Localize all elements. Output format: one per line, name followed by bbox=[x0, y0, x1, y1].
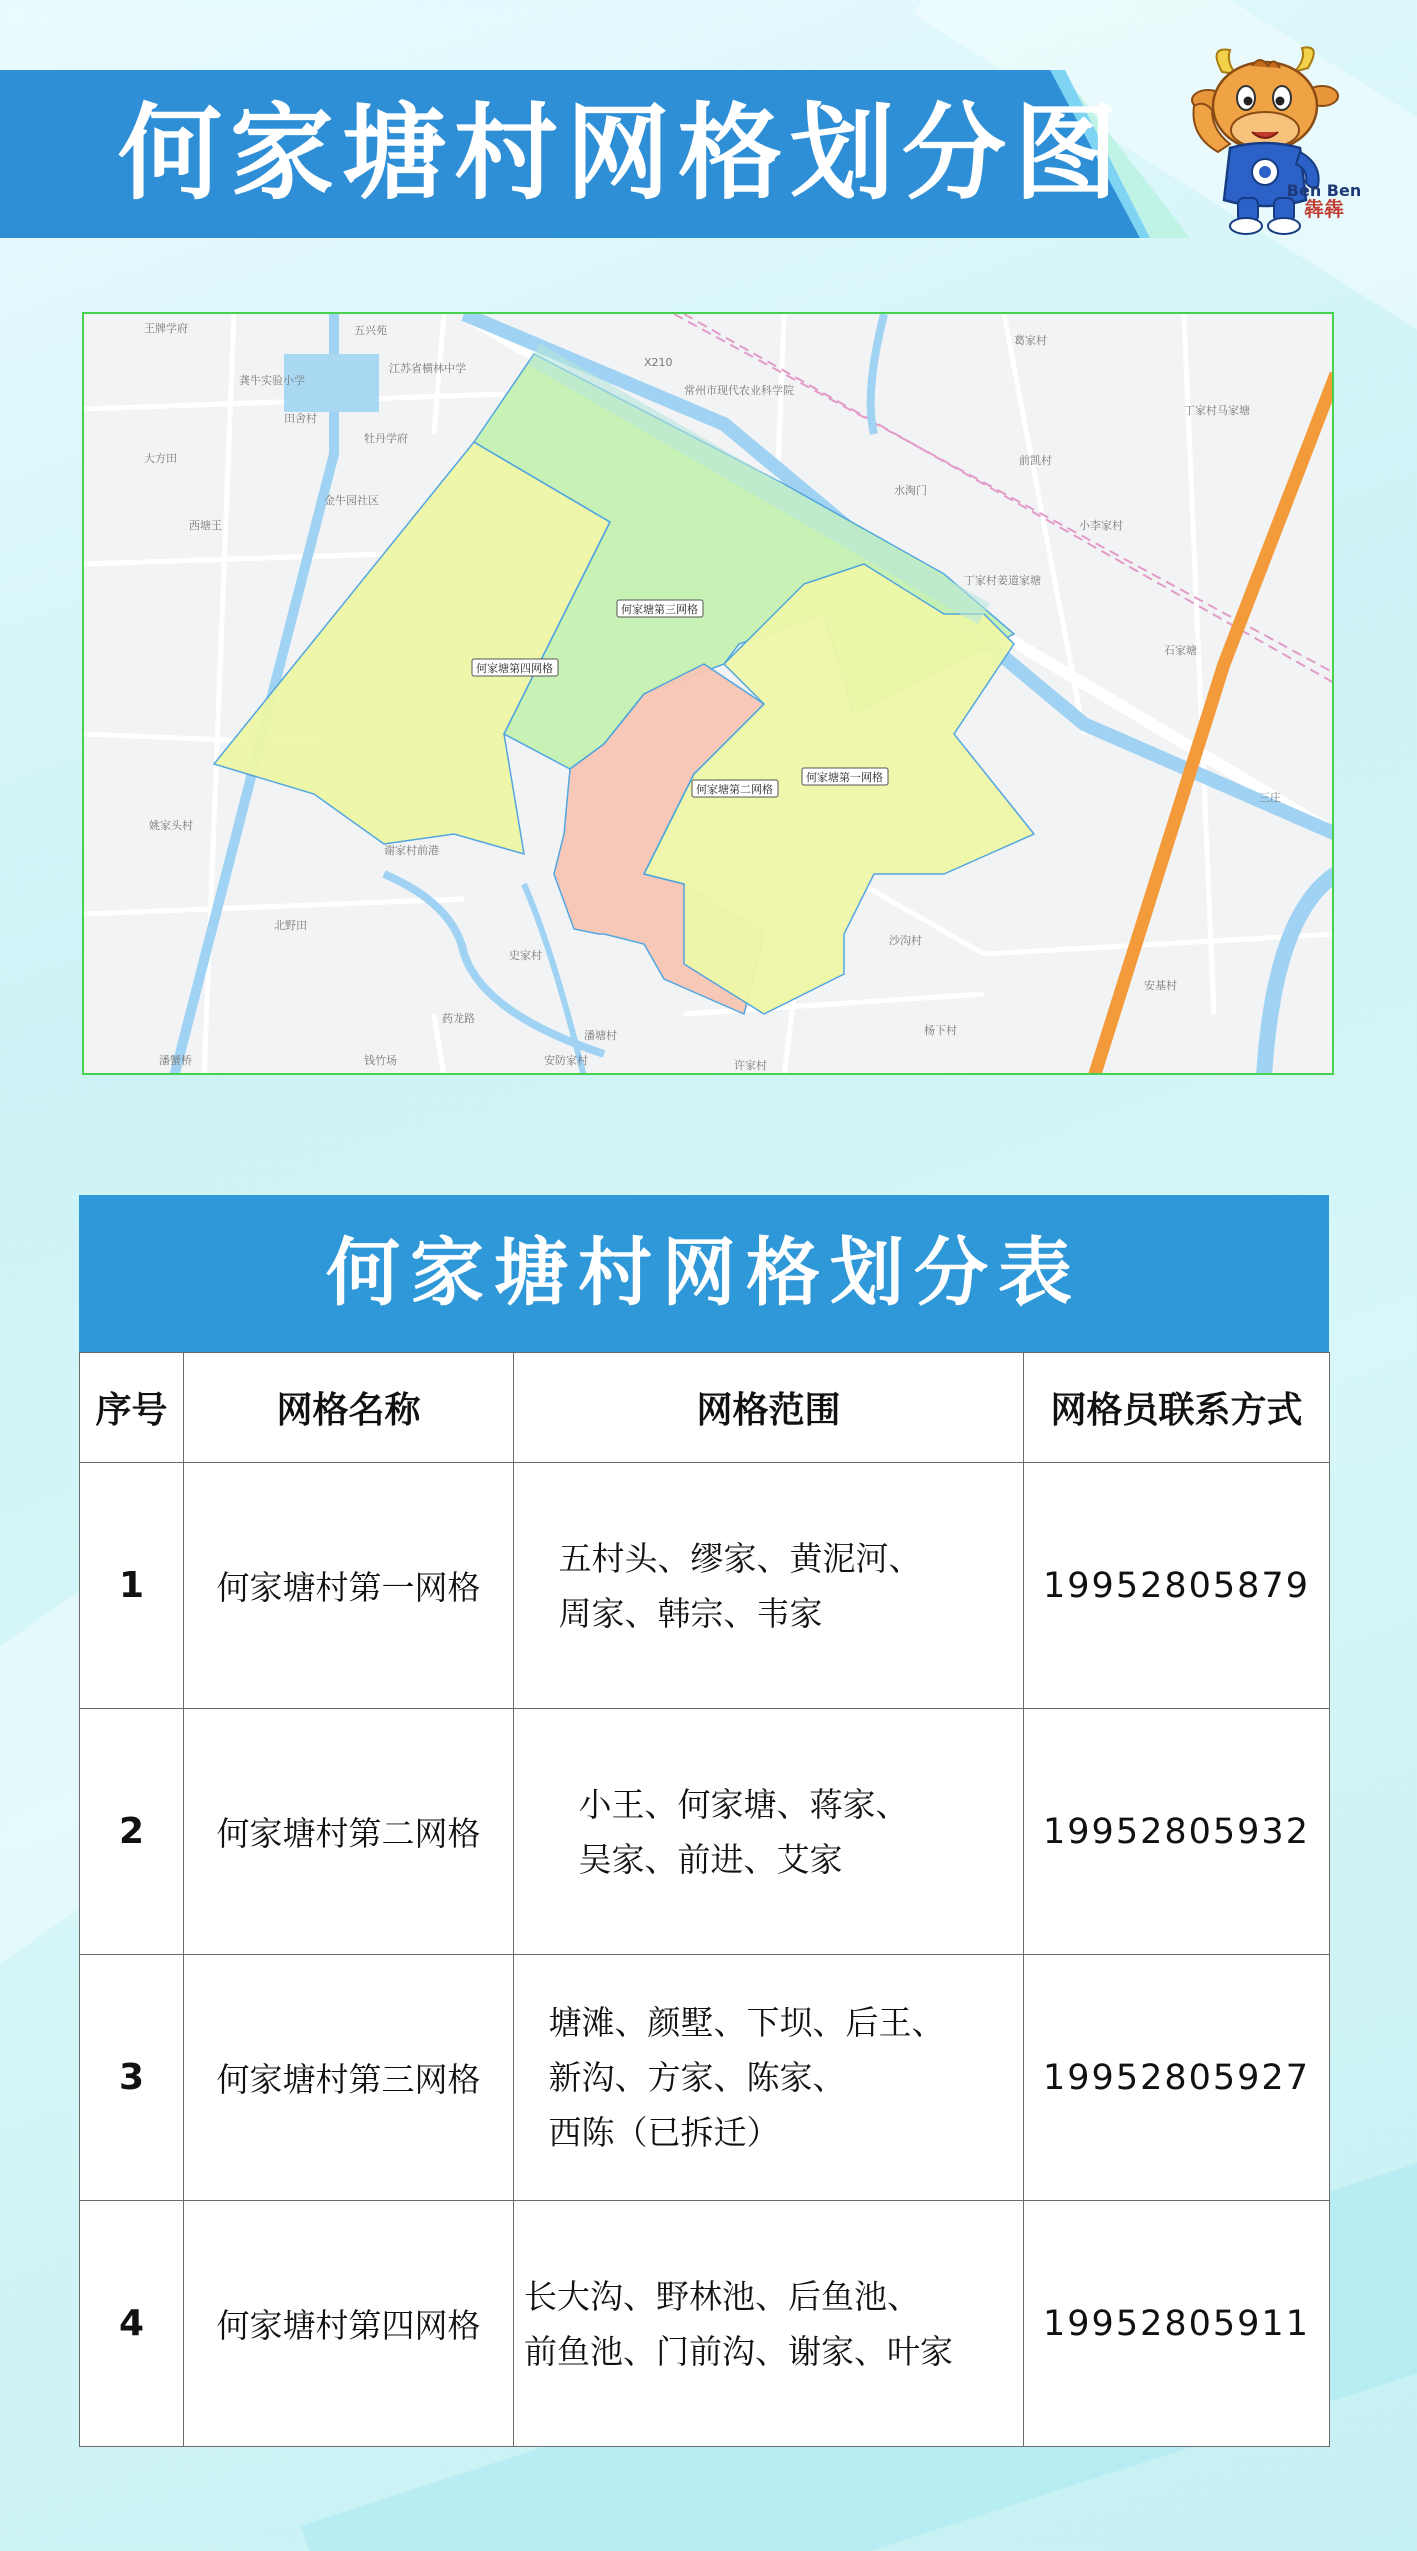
mascot-caption bbox=[1284, 181, 1364, 219]
grid-map bbox=[82, 312, 1334, 1075]
map-place-label: 姚家头村 bbox=[149, 819, 193, 832]
grid-range-line: 吴家、前进、艾家 bbox=[578, 1839, 843, 1879]
grid-range-line: 前鱼池、门前沟、谢家、叶家 bbox=[524, 2331, 953, 2371]
column-header-contact: 网格员联系方式 bbox=[1024, 1353, 1330, 1463]
map-place-label: 史家村 bbox=[509, 949, 542, 962]
map-place-label: 安防家村 bbox=[544, 1054, 588, 1067]
map-place-label: 丁家村姜道家塘 bbox=[964, 574, 1041, 587]
map-place-label: 沙沟村 bbox=[889, 934, 922, 947]
map-place-label: 杨下村 bbox=[924, 1024, 957, 1037]
map-place-label: 潘蟹桥 bbox=[159, 1054, 192, 1067]
grid-name: 何家塘村第一网格 bbox=[184, 1463, 514, 1709]
map-place-label: 水淘门 bbox=[894, 484, 927, 497]
column-header-index: 序号 bbox=[80, 1353, 184, 1463]
map-place-label: 田舍村 bbox=[284, 412, 317, 425]
table-row bbox=[80, 1709, 1330, 1955]
grid-range-line: 新沟、方家、陈家、 bbox=[548, 2058, 846, 2097]
grid-range-line: 五村头、缪家、黄泥河、 bbox=[558, 1538, 922, 1578]
map-canvas bbox=[84, 314, 1334, 1075]
grid-phone: 19952805932 bbox=[1024, 1709, 1330, 1955]
grid-label-1: 何家塘第一网格 bbox=[806, 771, 883, 784]
mascot-brand-en: Ben Ben bbox=[1286, 181, 1362, 200]
page-title: 何家塘村网格划分图 bbox=[118, 91, 1127, 214]
row-index: 4 bbox=[80, 2201, 184, 2447]
map-place-label: 药龙路 bbox=[442, 1012, 475, 1025]
table-title: 何家塘村网格划分表 bbox=[326, 1230, 1082, 1316]
table-row bbox=[80, 1955, 1330, 2201]
row-index: 2 bbox=[80, 1709, 184, 1955]
map-place-label: 谢家村前港 bbox=[384, 844, 439, 857]
map-place-label: 西塘王 bbox=[189, 519, 222, 532]
map-place-label: 大方田 bbox=[144, 452, 177, 465]
grid-range-line: 长大沟、野林池、后鱼池、 bbox=[524, 2276, 920, 2316]
map-place-label: 金牛园社区 bbox=[324, 494, 379, 507]
map-place-label: 葛家村 bbox=[1014, 334, 1047, 347]
grid-division-table bbox=[79, 1352, 1330, 2447]
map-place-label: 丁家村马家塘 bbox=[1184, 404, 1250, 417]
column-header-range: 网格范围 bbox=[514, 1353, 1024, 1463]
map-place-label: 小李家村 bbox=[1079, 519, 1123, 532]
grid-phone: 19952805927 bbox=[1024, 1955, 1330, 2201]
grid-name: 何家塘村第三网格 bbox=[184, 1955, 514, 2201]
map-place-label: 北野田 bbox=[274, 919, 307, 932]
grid-range bbox=[514, 1709, 1024, 1955]
grid-phone: 19952805879 bbox=[1024, 1463, 1330, 1709]
grid-label-2: 何家塘第二网格 bbox=[696, 783, 773, 796]
grid-phone: 19952805911 bbox=[1024, 2201, 1330, 2447]
map-place-label: 龚牛实验小学 bbox=[239, 374, 305, 387]
table-header-row bbox=[80, 1353, 1330, 1463]
grid-range-line: 周家、韩宗、韦家 bbox=[558, 1593, 823, 1633]
column-header-name: 网格名称 bbox=[184, 1353, 514, 1463]
map-place-label: 前凯村 bbox=[1019, 454, 1052, 467]
map-place-label: 三庄 bbox=[1259, 791, 1281, 804]
table-row bbox=[80, 1463, 1330, 1709]
map-place-label: 钱竹场 bbox=[364, 1054, 397, 1067]
map-place-label: X210 bbox=[644, 356, 673, 369]
grid-range bbox=[514, 1955, 1024, 2201]
map-place-label: 潘塘村 bbox=[584, 1029, 617, 1042]
map-place-label: 五兴苑 bbox=[354, 324, 387, 337]
title-banner bbox=[0, 70, 1200, 238]
map-place-label: 安基村 bbox=[1144, 979, 1177, 992]
grid-label-4: 何家塘第四网格 bbox=[476, 662, 553, 675]
table-row bbox=[80, 2201, 1330, 2447]
grid-label-3: 何家塘第三网格 bbox=[621, 603, 698, 616]
map-place-label: 江苏省横林中学 bbox=[389, 362, 466, 375]
row-index: 1 bbox=[80, 1463, 184, 1709]
map-place-label: 石家塘 bbox=[1164, 644, 1197, 657]
table-title-bar bbox=[79, 1195, 1329, 1352]
grid-range bbox=[514, 2201, 1024, 2447]
mascot-brand-cn: 犇犇 bbox=[1304, 197, 1344, 221]
map-place-label: 王牌学府 bbox=[144, 322, 188, 335]
map-place-label: 许家村 bbox=[734, 1059, 767, 1072]
grid-name: 何家塘村第二网格 bbox=[184, 1709, 514, 1955]
grid-range bbox=[514, 1463, 1024, 1709]
map-place-label: 牡丹学府 bbox=[364, 432, 408, 445]
grid-range-line: 西陈（已拆迁） bbox=[548, 2113, 780, 2152]
row-index: 3 bbox=[80, 1955, 184, 2201]
grid-name: 何家塘村第四网格 bbox=[184, 2201, 514, 2447]
grid-range-line: 小王、何家塘、蒋家、 bbox=[578, 1784, 909, 1824]
grid-range-line: 塘滩、颜墅、下坝、后王、 bbox=[548, 2003, 945, 2042]
map-place-label: 常州市现代农业科学院 bbox=[684, 384, 794, 397]
